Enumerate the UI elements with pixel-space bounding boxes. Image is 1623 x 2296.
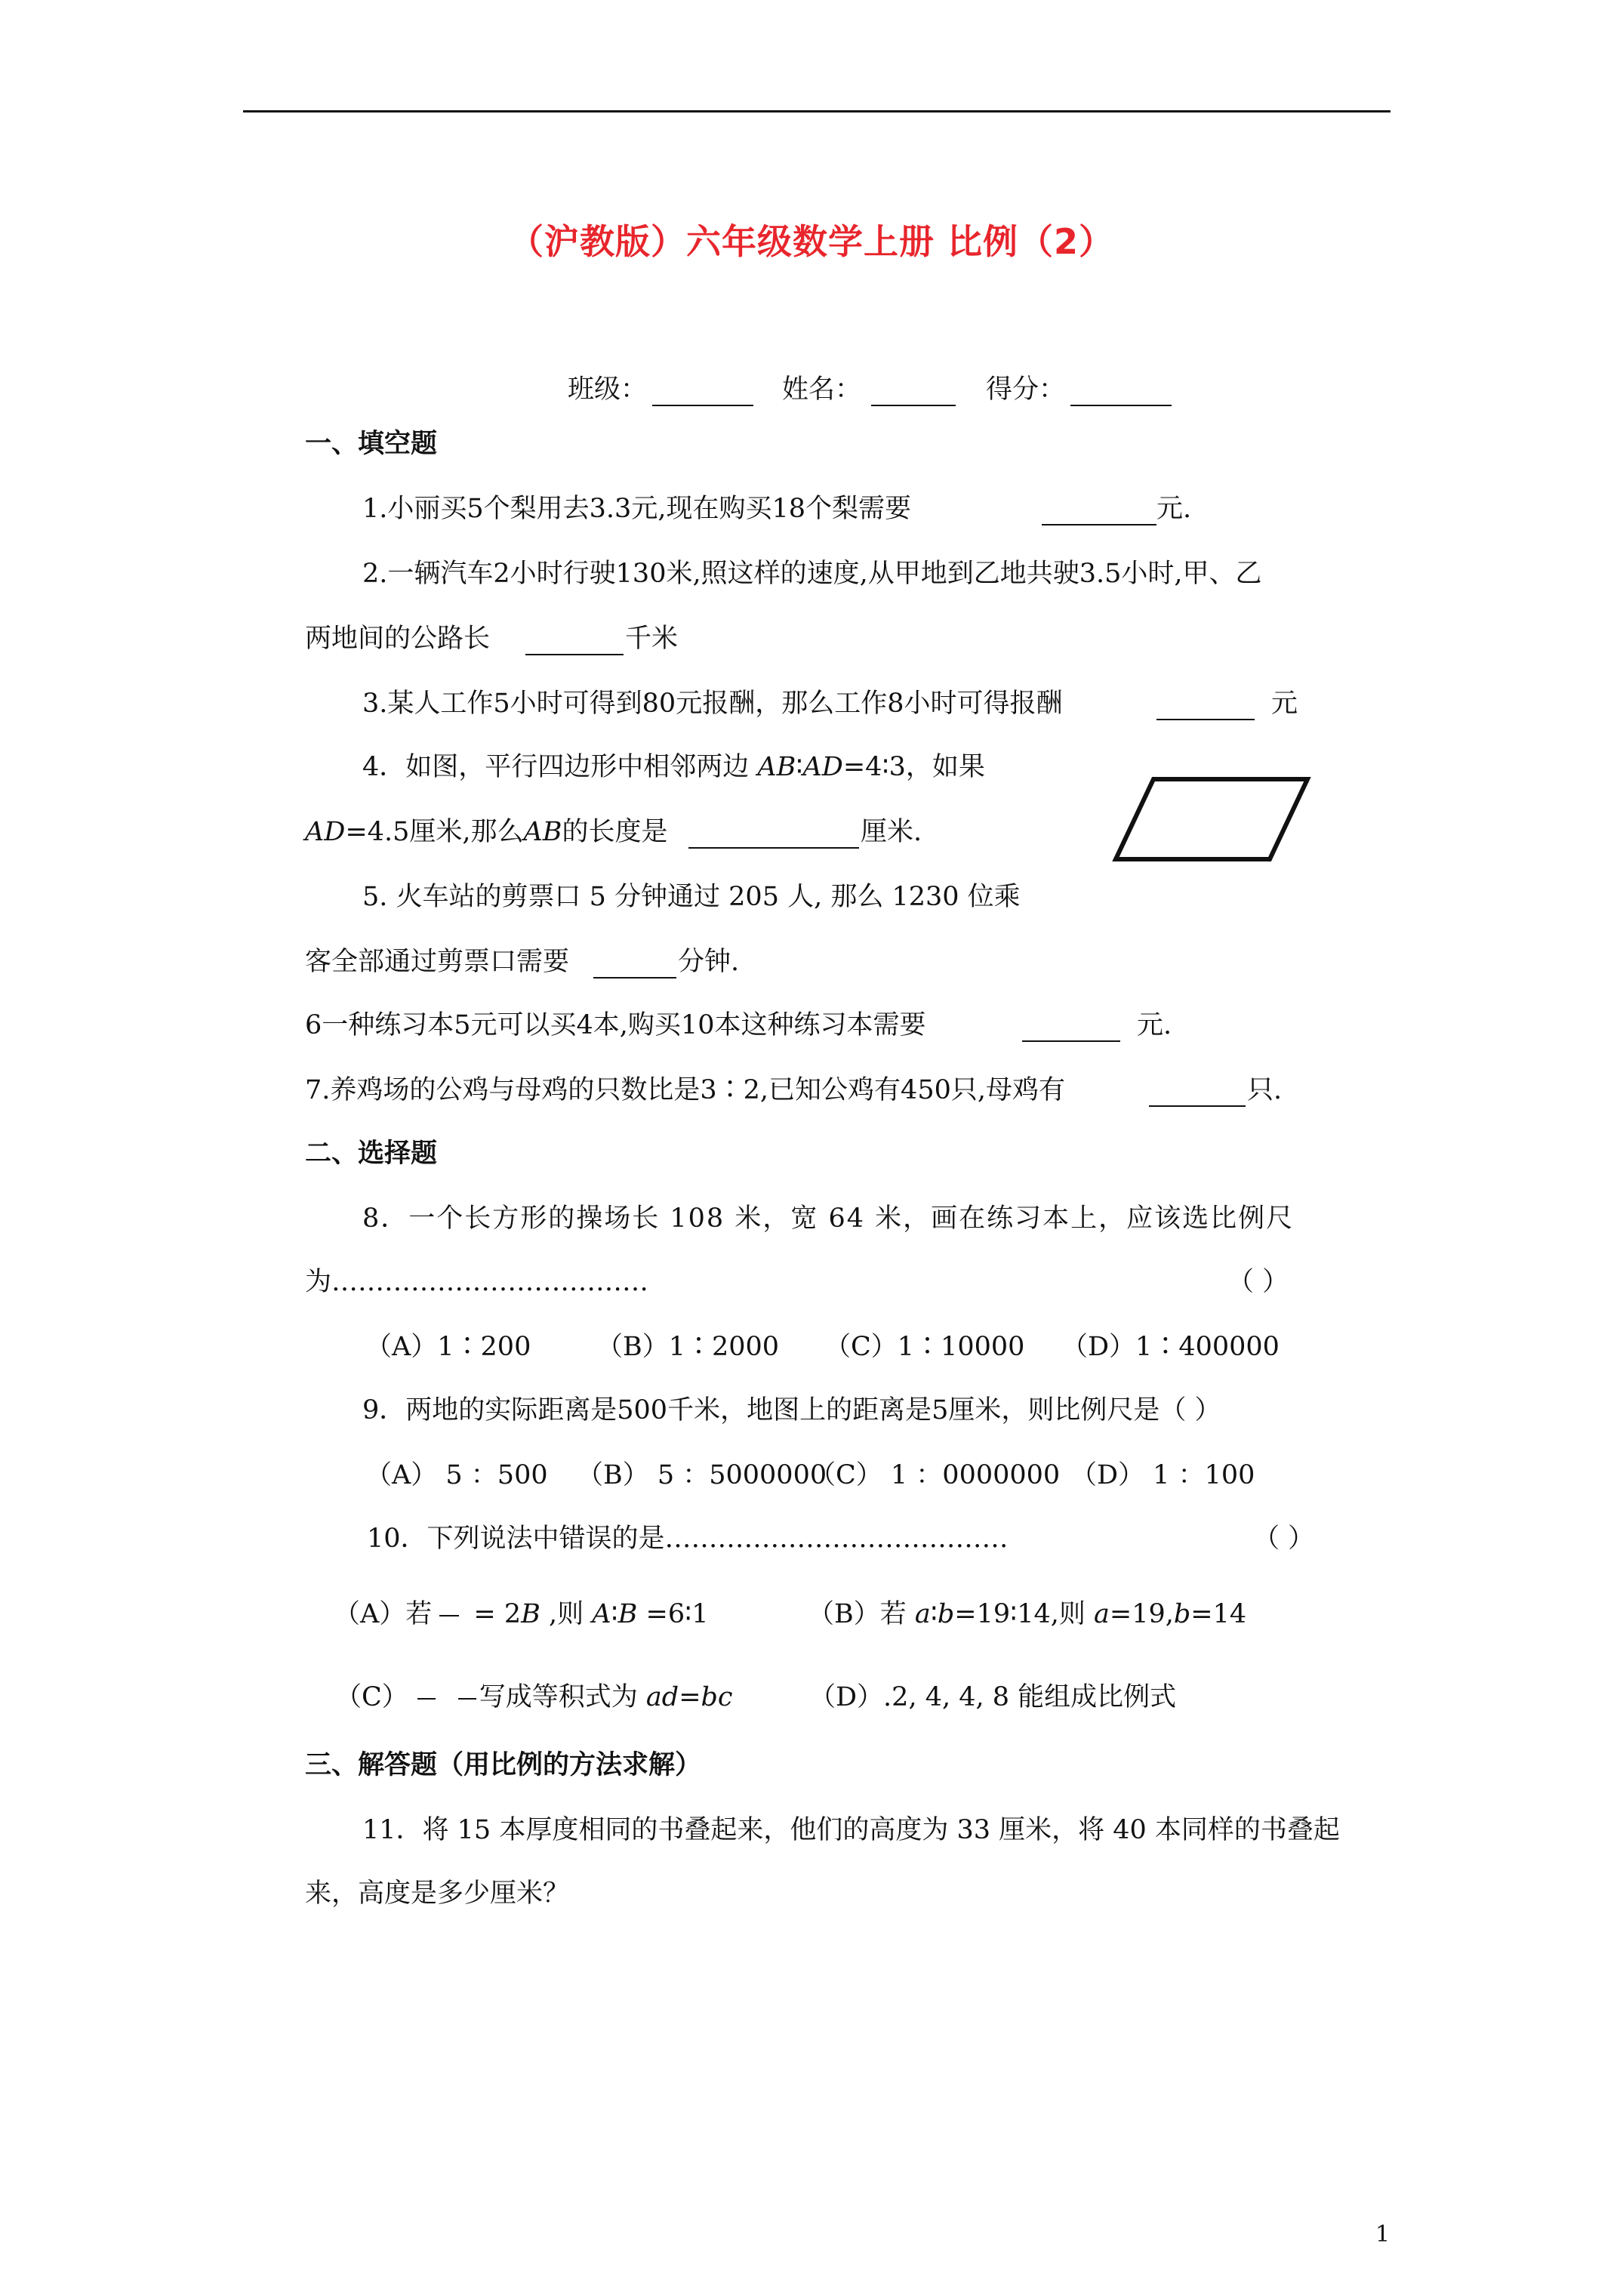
q4-line2 <box>305 815 667 849</box>
q9-option-d[interactable]: （D） 1 ：100 <box>1070 1460 1255 1490</box>
q10-a-a2: A <box>592 1599 611 1629</box>
q4-ab-2: AB <box>523 817 562 847</box>
q1-blank[interactable] <box>1042 501 1156 525</box>
q10-a-b2: B <box>617 1599 638 1629</box>
q5-unit: 分钟. <box>678 947 740 977</box>
section-multiple-choice: 二、选择题 <box>305 1139 438 1169</box>
q8-option-b[interactable]: （B）1∶2000 <box>596 1332 780 1362</box>
q10-a-eq: = 2 <box>465 1599 522 1629</box>
q10-option-d[interactable]: （D）.2, 4, 4, 8 能组成比例式 <box>809 1682 1177 1712</box>
q10-c-text: 写成等积式为 <box>479 1682 646 1712</box>
q5-line1: 5. 火车站的剪票口 5 分钟通过 205 人, 那么 1230 位乘 <box>362 882 1021 912</box>
score-blank[interactable] <box>1070 382 1172 406</box>
q7-unit: 只. <box>1247 1075 1283 1105</box>
q9-option-a[interactable]: （A） 5 ：500 <box>365 1460 548 1490</box>
q4-len-text-2: 的长度是 <box>562 817 668 847</box>
header-rule <box>243 110 1390 112</box>
page-number: 1 <box>1375 2221 1390 2248</box>
q10-b-prefix: （B）若 <box>808 1599 915 1629</box>
q7-text: 7.养鸡场的公鸡与母鸡的只数比是3∶2,已知公鸡有450只,母鸡有 <box>305 1075 1065 1105</box>
q1-text: 1.小丽买5个梨用去3.3元,现在购买18个梨需要 <box>362 494 911 524</box>
q2-line2: 两地间的公路长 <box>305 624 491 654</box>
q11-line2: 来，高度是多少厘米？ <box>305 1878 570 1909</box>
q4-colon: ∶ <box>796 752 803 782</box>
q9-option-c[interactable]: （C） 1 ：0000000 <box>809 1460 1061 1490</box>
q10-text: 10．下列说法中错误的是………………………………… <box>367 1524 1009 1554</box>
q7-blank[interactable] <box>1149 1083 1246 1107</box>
q10-a-then: ,则 <box>540 1599 593 1629</box>
q8-option-a[interactable]: （A）1∶200 <box>365 1332 531 1362</box>
q2-unit: 千米 <box>625 624 679 654</box>
q10-c-prefix: （C） <box>335 1682 408 1712</box>
q10-b-colon: ∶ <box>930 1599 938 1629</box>
q8-option-d[interactable]: （D）1∶400000 <box>1061 1332 1280 1362</box>
q10-b-a2: a <box>1094 1599 1110 1629</box>
q4-line1 <box>362 750 985 784</box>
q4-ratio: =4∶3，如果 <box>842 752 985 782</box>
section-solve: 三、解答题（用比例的方法求解） <box>305 1750 702 1780</box>
q6-unit: 元. <box>1137 1010 1172 1040</box>
fraction-bar-icon <box>417 1698 436 1700</box>
page-title: （沪教版）六年级数学上册 比例（2） <box>508 221 1115 262</box>
q10-a-end: =6∶1 <box>637 1599 709 1629</box>
q6-blank[interactable] <box>1022 1018 1120 1042</box>
q10-b-b2: b <box>1173 1599 1191 1629</box>
q9-text: 9．两地的实际距离是500千米，地图上的距离是5厘米，则比例尺是（ ） <box>362 1395 1221 1425</box>
q10-b-a: a <box>914 1599 931 1629</box>
parallelogram-shape <box>1116 779 1307 859</box>
section-fill-blank: 一、填空题 <box>305 429 438 459</box>
q4-unit: 厘米. <box>861 817 922 847</box>
q11-line1: 11．将 15 本厚度相同的书叠起来，他们的高度为 33 厘米，将 40 本同样的书叠起 <box>362 1815 1340 1845</box>
fraction-bar-icon <box>439 1615 459 1616</box>
q10-b-eq1: =19, <box>1109 1599 1174 1629</box>
q5-line2: 客全部通过剪票口需要 <box>305 947 570 977</box>
fraction-bar-icon <box>458 1698 476 1700</box>
q2-blank[interactable] <box>525 631 624 655</box>
q10-b-b: b <box>937 1599 955 1629</box>
q10-c-eq: ad=bc <box>645 1682 733 1712</box>
name-blank[interactable] <box>871 382 956 406</box>
q10-a-b: B <box>521 1599 540 1629</box>
q10-option-a[interactable] <box>334 1598 709 1631</box>
q6-text: 6一种练习本5元可以买4本,购买10本这种练习本需要 <box>305 1010 926 1040</box>
class-label: 班级： <box>568 374 648 405</box>
q3-blank[interactable] <box>1156 696 1255 720</box>
name-label: 姓名： <box>782 374 862 405</box>
q8-answer-paren[interactable]: （ ） <box>1227 1267 1289 1297</box>
q10-option-c[interactable] <box>335 1681 733 1714</box>
q3-unit: 元 <box>1271 689 1298 719</box>
q4-len-text: =4.5厘米,那么 <box>345 817 524 847</box>
q4-ab: AB <box>757 752 796 782</box>
q8-line1: 8．一个长方形的操场长 108 米，宽 64 米，画在练习本上，应该选比例尺 <box>362 1203 1295 1234</box>
q10-b-eq2: =14 <box>1190 1599 1247 1629</box>
q8-line2: 为……………………………… <box>305 1267 649 1297</box>
q10-a-colon: ∶ <box>611 1599 618 1629</box>
parallelogram-figure <box>1110 770 1313 868</box>
q9-option-b[interactable]: （B） 5 ：5000000 <box>577 1460 827 1490</box>
q2-line1: 2.一辆汽车2小时行驶130米,照这样的速度,从甲地到乙地共驶3.5小时,甲、乙 <box>362 559 1262 589</box>
class-blank[interactable] <box>652 382 753 406</box>
score-label: 得分： <box>986 374 1066 405</box>
q10-a-prefix: （A）若 <box>334 1599 433 1629</box>
q4-intro: 4．如图，平行四边形中相邻两边 <box>362 752 758 782</box>
q10-b-mid: =19∶14,则 <box>954 1599 1095 1629</box>
q10-answer-paren[interactable]: （ ） <box>1253 1524 1315 1554</box>
q10-option-b[interactable] <box>808 1598 1246 1631</box>
q4-ad: AD <box>802 752 843 782</box>
q1-unit: 元. <box>1156 494 1192 524</box>
q4-ad-2: AD <box>305 817 346 847</box>
q5-blank[interactable] <box>593 954 676 978</box>
q3-text: 3.某人工作5小时可得到80元报酬，那么工作8小时可得报酬 <box>362 689 1063 719</box>
q4-blank[interactable] <box>688 824 859 849</box>
q8-option-c[interactable]: （C）1∶10000 <box>824 1332 1025 1362</box>
